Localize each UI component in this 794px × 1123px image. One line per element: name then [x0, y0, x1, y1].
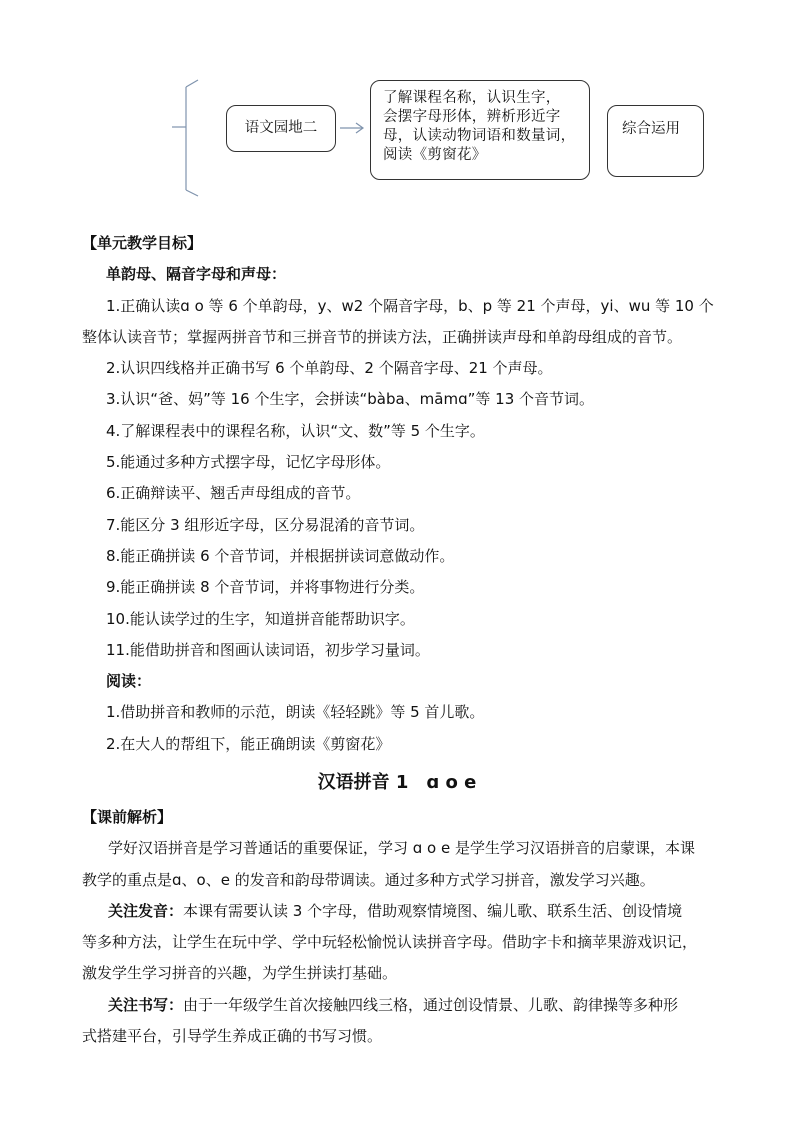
unit-goals-section — [82, 228, 722, 760]
description-line: 母，认读动物词语和数量词， — [383, 128, 576, 144]
focus-writing-text: 由于一年级学生首次接触四线三格，通过创设情景、儿歌、韵律操等多种形 — [183, 995, 679, 1014]
focus-pronunciation-text: 本课有需要认读 3 个字母，借助观察情境图、编儿歌、联系生活、创设情境 — [183, 901, 683, 920]
goal-item-1-line-2: 整体认读音节；掌握两拼音节和三拼音节的拼读方法，正确拼读声母和单韵母组成的音节。 — [82, 327, 683, 346]
pinyin-subheading: 单韵母、隔音字母和声母： — [106, 265, 287, 284]
focus-pronunciation-line-1 — [82, 896, 722, 927]
focus-pronunciation-line-2: 等多种方法，让学生在玩中学、学中玩轻松愉悦认读拼音字母。借助字卡和摘苹果游戏识记， — [82, 933, 698, 952]
goal-item: 3.认识“爸、妈”等 16 个生字，会拼读“bàba、māmɑ”等 13 个音节词。 — [106, 390, 595, 409]
lesson-title: 汉语拼音 1 ɑ o e — [317, 772, 477, 793]
goal-item: 8.能正确拼读 6 个音节词，并根据拼读词意做动作。 — [106, 546, 455, 565]
focus-writing-line-1 — [82, 990, 722, 1021]
description-line: 阅读《剪窗花》 — [383, 147, 487, 163]
bracket-bottom-tick — [186, 190, 198, 196]
goal-item: 10.能认读学过的生字，知道拼音能帮助识字。 — [106, 609, 415, 628]
analysis-paragraph-line: 学好汉语拼音是学习普通话的重要保证，学习 ɑ o e 是学生学习汉语拼音的启蒙课，本课 — [108, 839, 696, 858]
reading-item: 2.在大人的帮组下，能正确朗读《剪窗花》 — [106, 734, 391, 753]
description-line: 会摆字母形体，辨析形近字 — [383, 109, 561, 125]
focus-writing-label: 关注书写： — [108, 995, 184, 1014]
focus-writing-line-2: 式搭建平台，引导学生养成正确的书写习惯。 — [82, 1027, 383, 1046]
unit-type-label: 综合运用 — [622, 121, 680, 137]
goal-item: 9.能正确拼读 8 个音节词，并将事物进行分类。 — [106, 578, 425, 597]
goal-item: 2.认识四线格并正确书写 6 个单韵母、2 个隔音字母、21 个声母。 — [106, 359, 553, 378]
analysis-paragraph-line: 教学的重点是ɑ、o、e 的发音和韵母带调读。通过多种方式学习拼音，激发学习兴趣。 — [82, 870, 655, 889]
goal-item-1-line-1: 1.正确认读ɑ o 等 6 个单韵母，y、w2 个隔音字母，b、p 等 21 个声母，yi、wu 等 10 个 — [106, 296, 714, 315]
goal-item: 5.能通过多种方式摆字母，记忆字母形体。 — [106, 453, 391, 472]
unit-name-box — [226, 105, 336, 152]
reading-item: 1.借助拼音和教师的示范，朗读《轻轻跳》等 5 首儿歌。 — [106, 703, 485, 722]
description-line: 了解课程名称，认识生字， — [383, 90, 561, 106]
focus-pronunciation-line-3: 激发学生学习拼音的兴趣，为学生拼读打基础。 — [82, 964, 398, 983]
unit-structure-diagram — [0, 0, 794, 200]
goals-heading: 【单元教学目标】 — [82, 234, 203, 252]
reading-subheading: 阅读： — [106, 672, 152, 691]
goal-item: 11.能借助拼音和图画认读词语，初步学习量词。 — [106, 640, 430, 659]
pre-class-analysis-section — [82, 802, 722, 1052]
analysis-heading: 【课前解析】 — [82, 808, 173, 826]
goal-item: 4.了解课程表中的课程名称，认识“文、数”等 5 个生字。 — [106, 421, 485, 440]
bracket-top-tick — [186, 80, 198, 87]
unit-name-label: 语文园地二 — [244, 120, 318, 136]
focus-pronunciation-label: 关注发音： — [108, 901, 184, 920]
goal-item: 7.能区分 3 组形近字母，区分易混淆的音节词。 — [106, 515, 425, 534]
unit-type-box — [607, 105, 704, 177]
goal-item: 6.正确辩读平、翘舌声母组成的音节。 — [106, 484, 361, 503]
unit-description-box — [370, 80, 590, 180]
